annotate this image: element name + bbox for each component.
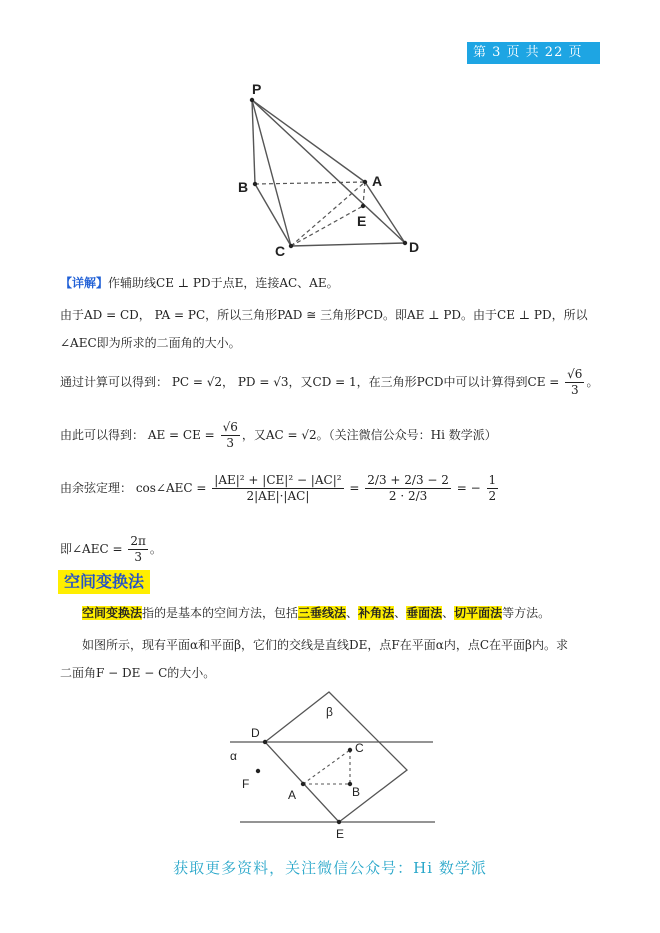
- point-F: [256, 769, 260, 773]
- solution-line-1-text: 作辅助线CE ⊥ PD于点E，连接AC、AE。: [108, 276, 339, 290]
- label-C: C: [275, 243, 286, 258]
- edge-BC: [255, 184, 291, 246]
- edge-PB: [252, 100, 255, 184]
- edge-PC: [252, 100, 291, 246]
- planes-figure: [225, 688, 440, 843]
- label-B2: B: [352, 785, 361, 799]
- result-fraction: $\frac{1}{2}$: [488, 473, 497, 503]
- edge-PD: [252, 100, 405, 243]
- point-E2: [337, 820, 341, 824]
- label-beta: β: [326, 705, 333, 719]
- fraction-sqrt6-over-3: $\frac{√6}{3}$: [567, 367, 583, 397]
- footer-note: 获取更多资料，关注微信公众号：Hi 数学派: [173, 859, 487, 877]
- plane-beta: [265, 692, 407, 822]
- section-title: 空间变换法: [58, 570, 150, 594]
- edge-CD: [291, 243, 405, 246]
- point-B: [253, 182, 257, 186]
- method-4: 切平面法: [454, 606, 503, 620]
- point-D: [403, 241, 407, 245]
- edge-BA: [255, 182, 365, 184]
- label-E2: E: [336, 827, 345, 841]
- point-P: [250, 98, 254, 102]
- method-1: 三垂线法: [298, 606, 347, 620]
- label-B: B: [238, 179, 249, 195]
- solution-line-4-prefix: 通过计算可以得到： PC = √2， PD = √3，又CD = 1，在三角形PCD中可以计算得到CE =: [60, 375, 560, 389]
- section-intro: 空间变换法指的是基本的空间方法，包括三垂线法、补角法、垂面法、切平面法等方法。: [82, 606, 551, 620]
- section-para-line-1: 如图所示，现有平面α和平面β，它们的交线是直线DE，点F在平面α内，点C在平面β内。求: [82, 638, 568, 652]
- solution-line-4: 通过计算可以得到： PC = √2， PD = √3，又CD = 1，在三角形PCD中可以计算得到CE = $\frac{√6}{3}$ 。: [60, 367, 599, 397]
- solution-line-6: 由余弦定理： cos∠AEC = $\frac{\text{|AE|² + |CE|² − |AC|²}}{2|AE|\cdot|AC|}$ = $\frac{2/3 + 2/3 - 2}{2 \cdot 2/3}$ = − $\frac{1}{2}$: [60, 473, 497, 503]
- label-D2: D: [251, 726, 260, 740]
- angle-fraction: $\frac{2\pi}{3}$: [130, 534, 146, 564]
- section-para-line-2: 二面角F − DE − C的大小。: [60, 666, 216, 680]
- solution-tag: 【详解】: [60, 276, 109, 290]
- edge-AE: [363, 182, 365, 206]
- label-A2: A: [288, 788, 297, 802]
- fraction-sqrt6-over-3-b: $\frac{√6}{3}$: [222, 420, 238, 450]
- method-2: 补角法: [358, 606, 395, 620]
- point-A2: [301, 782, 305, 786]
- solution-line-1: [60, 274, 339, 292]
- edge-AD: [365, 182, 405, 243]
- point-C: [289, 244, 293, 248]
- solution-line-7: 即∠AEC = $\frac{2\pi}{3}$ 。: [60, 534, 162, 564]
- pyramid-figure: [225, 78, 435, 258]
- solution-line-3: ∠AEC即为所求的二面角的大小。: [60, 336, 241, 350]
- point-A: [363, 180, 367, 184]
- solution-line-5: 由此可以得到： AE = CE = $\frac{√6}{3}$ ，又AC = √2。（关注微信公众号：Hi 数学派）: [60, 420, 497, 450]
- label-D: D: [409, 239, 420, 255]
- edge-CA: [291, 182, 365, 246]
- label-C2: C: [355, 741, 364, 755]
- segment-AC: [303, 750, 350, 784]
- label-P: P: [252, 81, 262, 97]
- method-3: 垂面法: [406, 606, 443, 620]
- page-indicator-badge: 第 3 页 共 22 页: [467, 42, 600, 64]
- cosine-law-fraction: $\frac{\text{|AE|² + |CE|² − |AC|²}}{2|AE|\cdot|AC|}$: [214, 473, 342, 503]
- label-E: E: [357, 213, 367, 229]
- label-F: F: [242, 777, 250, 791]
- edge-PA: [252, 100, 365, 182]
- label-A: A: [372, 173, 383, 189]
- label-alpha: α: [230, 749, 237, 763]
- solution-line-2: 由于AD = CD， PA = PC，所以三角形PAD ≅ 三角形PCD。即AE ⊥ PD。由于CE ⊥ PD，所以: [60, 308, 588, 322]
- point-E: [361, 204, 365, 208]
- intro-highlight: 空间变换法: [82, 606, 143, 620]
- point-D2: [263, 740, 267, 744]
- point-C2: [348, 748, 352, 752]
- cosine-value-fraction: $\frac{2/3 + 2/3 - 2}{2 \cdot 2/3}$: [367, 473, 449, 503]
- edge-CE: [291, 206, 363, 246]
